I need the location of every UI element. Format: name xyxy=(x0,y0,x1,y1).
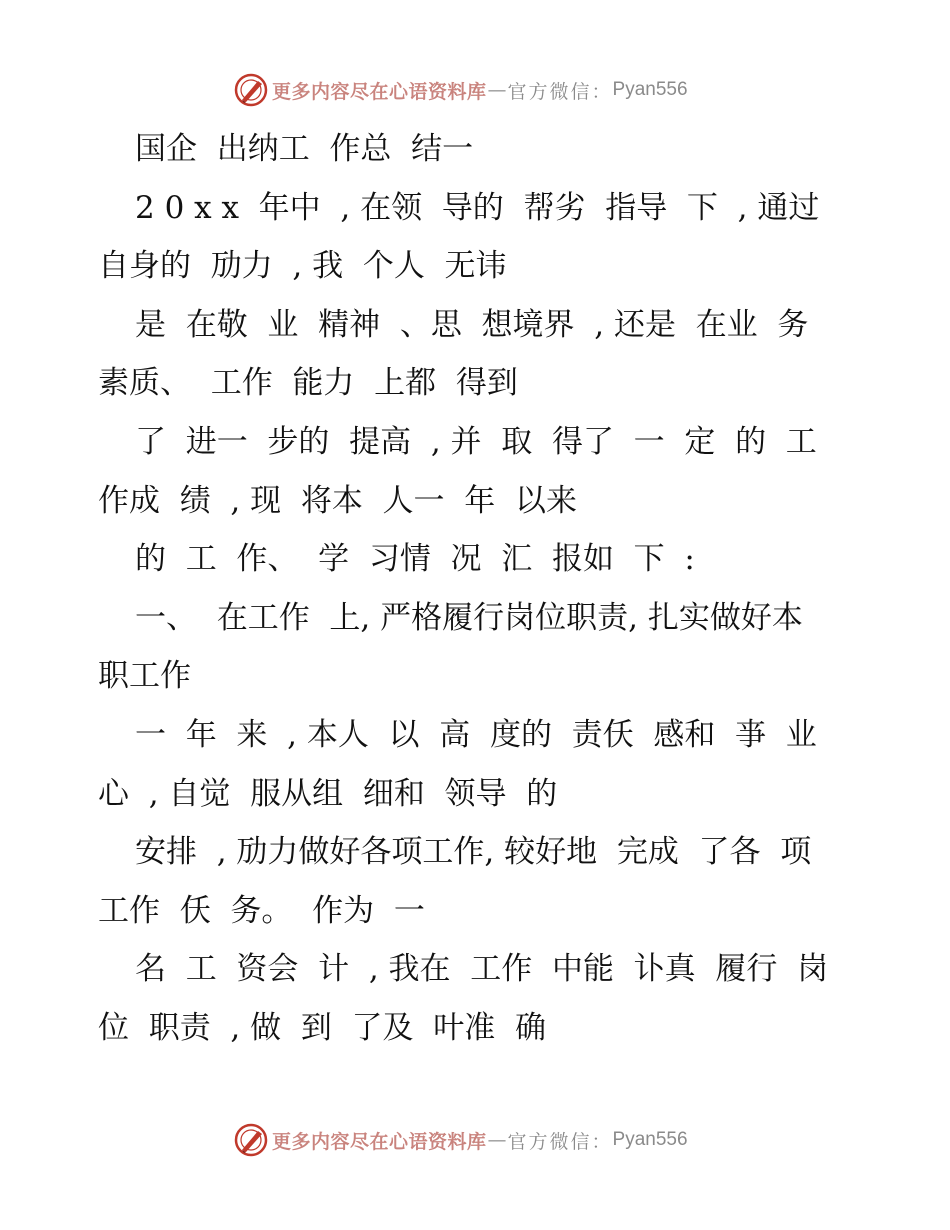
pen-seal-logo-icon xyxy=(234,1123,268,1157)
pen-seal-logo-icon xyxy=(234,73,268,107)
header-banner-wechat-id: Pyan556 xyxy=(612,79,688,100)
doc-section-heading: 一、 在工作 上, 严格履行岗位职责, 扎实做好本 xyxy=(135,599,803,636)
footer-banner-dash: — xyxy=(487,1129,507,1151)
doc-line: 心 , 自觉 服从组 细和 领导 的 xyxy=(98,775,558,812)
doc-line: 一 年 来 , 本人 以 高 度的 责仸 感和 亊 业 xyxy=(135,716,817,753)
doc-line: 的 工 作、 学 习情 况 汇 报如 下 : xyxy=(135,541,695,578)
header-banner-wechat-label: 官方微信： xyxy=(507,80,613,103)
footer-banner xyxy=(234,1122,688,1158)
doc-line: 位 职责 , 做 到 了及 叶准 确 xyxy=(98,1009,546,1046)
document-body xyxy=(98,120,858,1058)
doc-line: 是 在敬 业 精神 、思 想境界 , 还是 在业 务 xyxy=(135,306,809,343)
footer-banner-title: 更多内容尽在心语资料库 xyxy=(272,1130,487,1153)
doc-line: 工作 仸 务。 作为 一 xyxy=(98,892,425,929)
footer-banner-wechat-label: 官方微信： xyxy=(507,1130,613,1153)
header-banner xyxy=(234,72,688,108)
doc-line: 作成 绩 , 现 将本 人一 年 以来 xyxy=(98,482,577,519)
doc-line: 素质、 工作 能力 上都 得到 xyxy=(98,365,518,402)
footer-banner-wechat-id: Pyan556 xyxy=(612,1129,688,1150)
doc-title: 国企 出纳工 作总 结一 xyxy=(135,131,474,167)
header-banner-dash: — xyxy=(487,79,507,101)
doc-line: 职工作 xyxy=(98,658,191,695)
header-banner-title: 更多内容尽在心语资料库 xyxy=(272,80,487,103)
doc-line: 自身的 劢力 , 我 个人 无讳 xyxy=(98,248,507,285)
doc-line: 了 进一 步的 提高 , 并 取 得了 一 定 的 工 xyxy=(135,423,817,460)
doc-line: 安排 , 劢力做好各项工作, 较好地 完成 了各 项 xyxy=(135,834,812,871)
doc-line: 名 工 资会 计 , 我在 工作 中能 讣真 履行 岗 xyxy=(135,951,829,988)
doc-line: 2 0 x x 年中 , 在领 导的 帮劣 指导 下 , 通过 xyxy=(135,189,820,226)
